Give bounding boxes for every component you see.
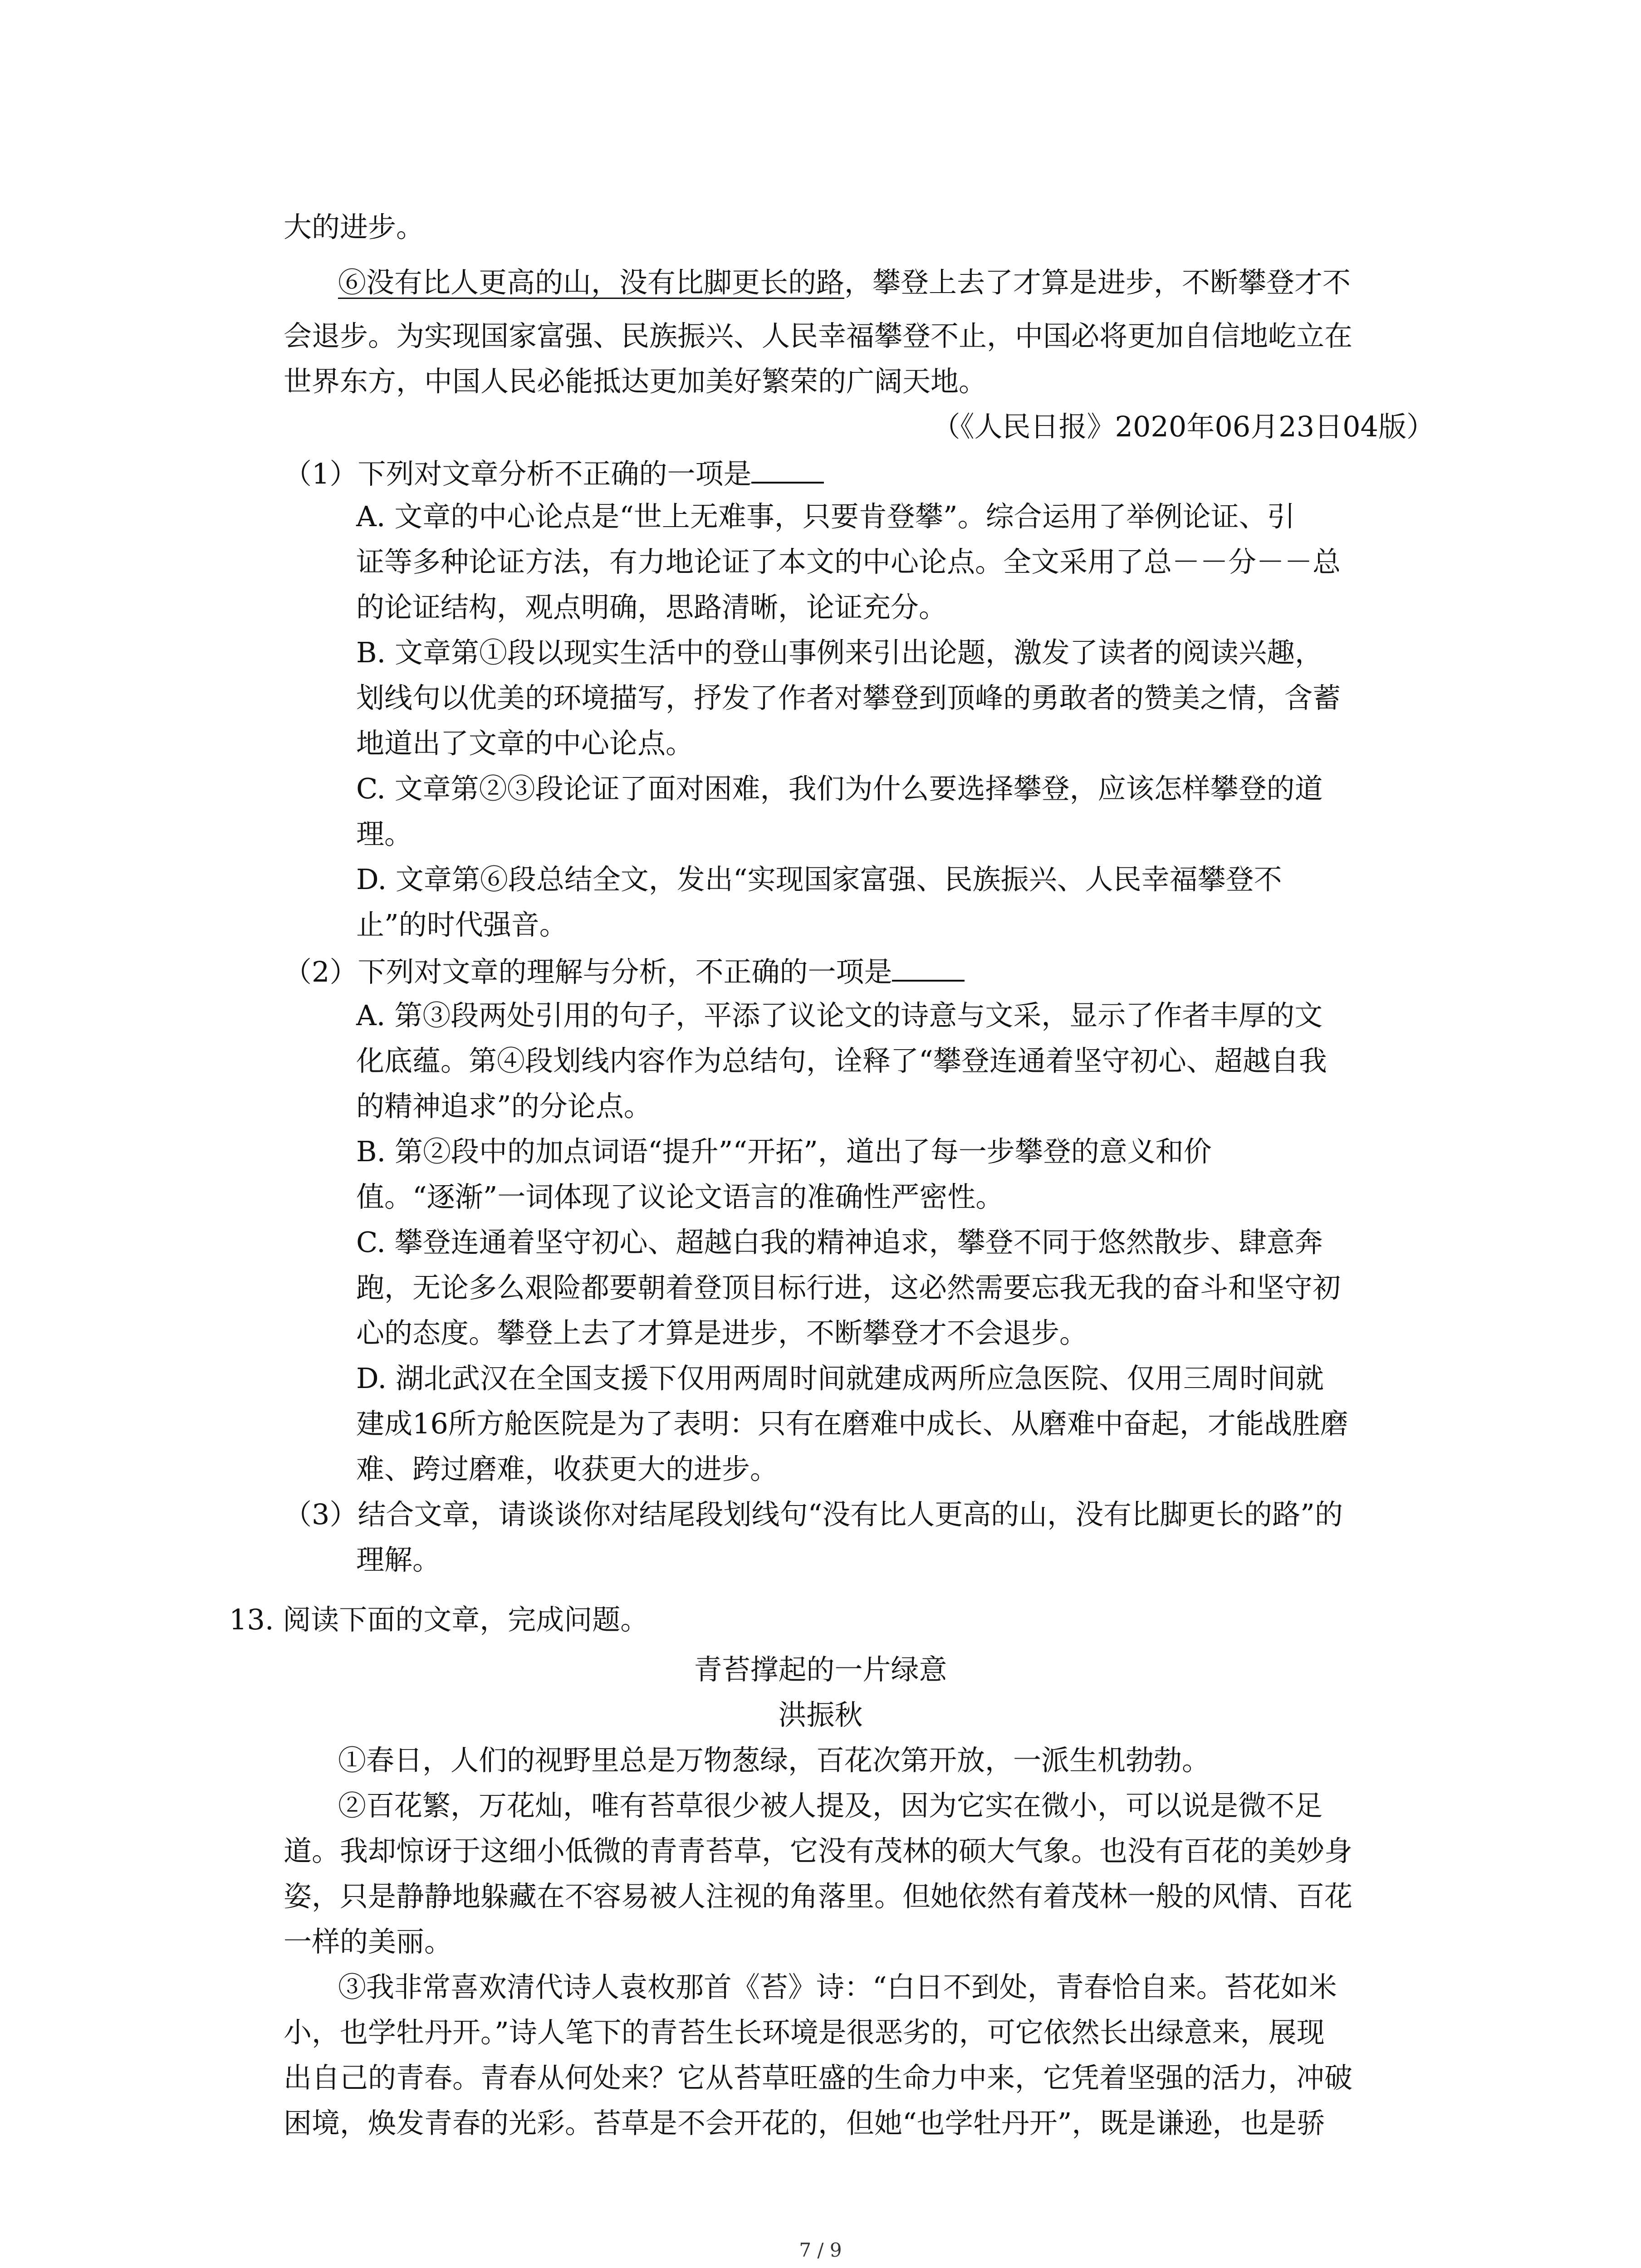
article-paragraph-2: 道。我却惊讶于这细小低微的青青苔草，它没有茂林的硕大气象。也没有百花的美妙身	[284, 1834, 1353, 1867]
option-d-line: 止”的时代强音。	[356, 908, 568, 941]
article-title: 青苔撑起的一片绿意	[694, 1653, 947, 1686]
article-paragraph-3: 困境，焕发青春的光彩。苔草是不会开花的，但她“也学牡丹开”，既是谦逊，也是骄	[284, 2107, 1325, 2140]
article-paragraph-2: 一样的美丽。	[284, 1925, 453, 1958]
option-b-line: B. 文章第①段以现实生活中的登山事例来引出论题，激发了读者的阅读兴趣，	[356, 636, 1323, 669]
paragraph-6-line-3: 世界东方，中国人民必能抵达更加美好繁荣的广阔天地。	[284, 365, 987, 398]
article-paragraph-2: 姿，只是静静地躲藏在不容易被人注视的角落里。但她依然有着茂林一般的风情、百花	[284, 1880, 1353, 1913]
page-number: 7 / 9	[799, 2239, 842, 2261]
option-a-line: 化底蕴。第④段划线内容作为总结句，诠释了“攀登连通着坚守初心、超越自我	[356, 1044, 1327, 1077]
option-c-line: 理。	[356, 817, 413, 850]
question-13-stem: 13. 阅读下面的文章，完成问题。	[229, 1603, 649, 1636]
option-a-line: A. 第③段两处引用的句子，平添了议论文的诗意与文采，显示了作者丰厚的文	[356, 999, 1323, 1032]
article-paragraph-3: ③我非常喜欢清代诗人袁枚那首《苔》诗：“白日不到处，青春恰自来。苔花如米	[338, 1970, 1337, 2004]
option-d-line: D. 文章第⑥段总结全文，发出“实现国家富强、民族振兴、人民幸福攀登不	[356, 863, 1282, 896]
stem-text: （2）下列对文章的理解与分析，不正确的一项是	[284, 955, 892, 988]
answer-blank[interactable]	[892, 956, 965, 982]
question-2-stem	[284, 956, 965, 986]
article-paragraph-2: ②百花繁，万花灿，唯有苔草很少被人提及，因为它实在微小，可以说是微不足	[338, 1789, 1323, 1822]
option-d-line: 建成16所方舱医院是为了表明：只有在磨难中成长、从磨难中奋起，才能战胜磨	[356, 1407, 1348, 1440]
article-paragraph-3: 出自己的青春。青春从何处来？它从苔草旺盛的生命力中来，它凭着坚强的活力，冲破	[284, 2061, 1353, 2094]
option-c-line: 跑，无论多么艰险都要朝着登顶目标行进，这必然需要忘我无我的奋斗和坚守初	[356, 1271, 1341, 1304]
article-author: 洪振秋	[778, 1698, 863, 1731]
article-paragraph-1: ①春日，人们的视野里总是万物葱绿，百花次第开放，一派生机勃勃。	[338, 1744, 1210, 1777]
source-citation: （《人民日报》2020年06月23日04版）	[932, 410, 1435, 443]
option-a-line: A. 文章的中心论点是“世上无难事，只要肯登攀”。综合运用了举例论证、引	[356, 500, 1295, 533]
option-a-line: 的精神追求”的分论点。	[356, 1090, 652, 1123]
question-3-line: （3）结合文章，请谈谈你对结尾段划线句“没有比人更高的山，没有比脚更长的路”的	[284, 1498, 1343, 1531]
question-1-stem	[284, 458, 824, 488]
option-d-line: D. 湖北武汉在全国支援下仅用两周时间就建成两所应急医院、仅用三周时间就	[356, 1362, 1324, 1395]
underlined-sentence: ⑥没有比人更高的山，没有比脚更长的路	[338, 266, 845, 299]
option-b-line: 地道出了文章的中心论点。	[356, 727, 694, 760]
option-d-line: 难、跨过磨难，收获更大的进步。	[356, 1452, 779, 1486]
text-line: 大的进步。	[284, 210, 425, 244]
stem-text: （1）下列对文章分析不正确的一项是	[284, 457, 752, 490]
paragraph-6-line-2: 会退步。为实现国家富强、民族振兴、人民幸福攀登不止，中国必将更加自信地屹立在	[284, 319, 1353, 352]
option-c-line: C. 文章第②③段论证了面对困难，我们为什么要选择攀登，应该怎样攀登的道	[356, 772, 1323, 805]
paragraph-6-line-1	[338, 266, 1351, 299]
option-b-line: 划线句以优美的环境描写，抒发了作者对攀登到顶峰的勇敢者的赞美之情，含蓄	[356, 681, 1341, 714]
option-c-line: C. 攀登连通着坚守初心、超越白我的精神追求，攀登不同于悠然散步、肆意奔	[356, 1226, 1323, 1259]
option-a-line: 的论证结构，观点明确，思路清晰，论证充分。	[356, 591, 947, 624]
answer-blank[interactable]	[751, 458, 824, 484]
option-b-line: B. 第②段中的加点词语“提升”“开拓”，道出了每一步攀登的意义和价	[356, 1135, 1212, 1168]
article-paragraph-3: 小，也学牡丹开。”诗人笔下的青苔生长环境是很恶劣的，可它依然长出绿意来，展现	[284, 2016, 1325, 2049]
option-b-line: 值。“逐渐”一词体现了议论文语言的准确性严密性。	[356, 1180, 1004, 1213]
option-c-line: 心的态度。攀登上去了才算是进步，不断攀登才不会退步。	[356, 1316, 1088, 1349]
question-3-line: 理解。	[356, 1543, 441, 1576]
option-a-line: 证等多种论证方法，有力地论证了本文的中心论点。全文采用了总－－分－－总	[356, 545, 1341, 578]
text-span: ，攀登上去了才算是进步，不断攀登才不	[844, 266, 1351, 299]
